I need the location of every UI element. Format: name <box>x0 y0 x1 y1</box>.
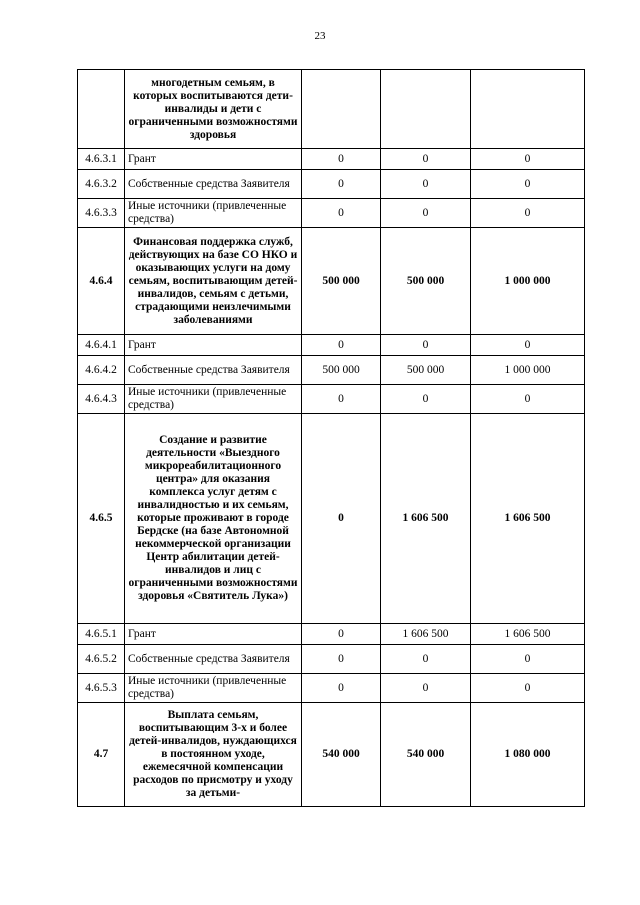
row-value-3: 0 <box>471 335 585 356</box>
row-name: Грант <box>125 149 302 170</box>
row-value-3: 0 <box>471 385 585 414</box>
row-code: 4.6.3.1 <box>78 149 125 170</box>
row-value-3: 1 000 000 <box>471 356 585 385</box>
row-name: Финансовая поддержка служб, действующих на базе СО НКО и оказывающих услуги на дому семьям, воспитывающим детей-инвалидов, семьям с детьми, страдающими неизлечимыми заболеваниями <box>125 228 302 335</box>
row-value-2: 1 606 500 <box>381 624 471 645</box>
page-number: 23 <box>314 30 326 42</box>
table-row <box>78 414 585 624</box>
row-value-1: 0 <box>302 645 381 674</box>
table-row <box>78 170 585 199</box>
row-value-1: 500 000 <box>302 228 381 335</box>
row-code: 4.6.3.2 <box>78 170 125 199</box>
table-row <box>78 674 585 703</box>
row-code: 4.6.3.3 <box>78 199 125 228</box>
row-value-1: 0 <box>302 674 381 703</box>
row-value-2: 0 <box>381 335 471 356</box>
row-value-3: 1 606 500 <box>471 624 585 645</box>
row-code: 4.6.4 <box>78 228 125 335</box>
row-code: 4.6.5.2 <box>78 645 125 674</box>
row-name: Собственные средства Заявителя <box>125 170 302 199</box>
row-name: Собственные средства Заявителя <box>125 356 302 385</box>
row-value-1: 0 <box>302 624 381 645</box>
row-value-3: 0 <box>471 170 585 199</box>
row-value-2: 500 000 <box>381 228 471 335</box>
row-code: 4.6.5.1 <box>78 624 125 645</box>
row-value-3: 1 606 500 <box>471 414 585 624</box>
row-code: 4.6.5 <box>78 414 125 624</box>
table-row <box>78 356 585 385</box>
row-value-1: 0 <box>302 170 381 199</box>
row-value-2: 0 <box>381 170 471 199</box>
row-value-2: 540 000 <box>381 703 471 807</box>
row-value-3: 1 000 000 <box>471 228 585 335</box>
row-value-3: 0 <box>471 149 585 170</box>
row-code: 4.6.4.3 <box>78 385 125 414</box>
row-value-2: 0 <box>381 199 471 228</box>
table-row <box>78 624 585 645</box>
table-row <box>78 149 585 170</box>
row-code: 4.7 <box>78 703 125 807</box>
row-name: Иные источники (привлеченные средства) <box>125 199 302 228</box>
row-value-2: 1 606 500 <box>381 414 471 624</box>
row-value-2: 0 <box>381 385 471 414</box>
row-code <box>78 70 125 149</box>
table-row <box>78 335 585 356</box>
row-value-1: 500 000 <box>302 356 381 385</box>
row-value-1: 0 <box>302 385 381 414</box>
row-name: Иные источники (привлеченные средства) <box>125 385 302 414</box>
row-value-3: 0 <box>471 645 585 674</box>
table-row <box>78 199 585 228</box>
row-name: Грант <box>125 335 302 356</box>
row-value-2: 0 <box>381 645 471 674</box>
row-value-2: 500 000 <box>381 356 471 385</box>
row-value-1: 540 000 <box>302 703 381 807</box>
row-name: Собственные средства Заявителя <box>125 645 302 674</box>
row-name: Выплата семьям, воспитывающим 3-х и более детей-инвалидов, нуждающихся в постоянном уходе, ежемесячной компенсации расходов по присмотру и уходу за детьми- <box>125 703 302 807</box>
row-name: Создание и развитие деятельности «Выездного микрореабилитационного центра» для оказания комплекса услуг детям с инвалидностью и их семьям, которые проживают в городе Бердске (на базе Автономной некоммерческой организации Центр абилитации детей-инвалидов и лиц с ограниченными возможностями здоровья «Святитель Лука») <box>125 414 302 624</box>
table-row <box>78 385 585 414</box>
row-value-3: 1 080 000 <box>471 703 585 807</box>
table-row <box>78 228 585 335</box>
row-name: Грант <box>125 624 302 645</box>
budget-table <box>77 69 585 807</box>
row-value-3 <box>471 70 585 149</box>
row-value-1: 0 <box>302 414 381 624</box>
row-value-3: 0 <box>471 199 585 228</box>
table-row <box>78 70 585 149</box>
row-value-2: 0 <box>381 674 471 703</box>
row-value-1: 0 <box>302 335 381 356</box>
table-row <box>78 703 585 807</box>
row-name: многодетным семьям, в которых воспитываются дети-инвалиды и дети с ограниченными возможностями здоровья <box>125 70 302 149</box>
row-value-3: 0 <box>471 674 585 703</box>
row-value-1 <box>302 70 381 149</box>
row-value-1: 0 <box>302 199 381 228</box>
row-value-1: 0 <box>302 149 381 170</box>
row-code: 4.6.5.3 <box>78 674 125 703</box>
table-row <box>78 645 585 674</box>
row-code: 4.6.4.2 <box>78 356 125 385</box>
row-name: Иные источники (привлеченные средства) <box>125 674 302 703</box>
row-code: 4.6.4.1 <box>78 335 125 356</box>
row-value-2: 0 <box>381 149 471 170</box>
row-value-2 <box>381 70 471 149</box>
